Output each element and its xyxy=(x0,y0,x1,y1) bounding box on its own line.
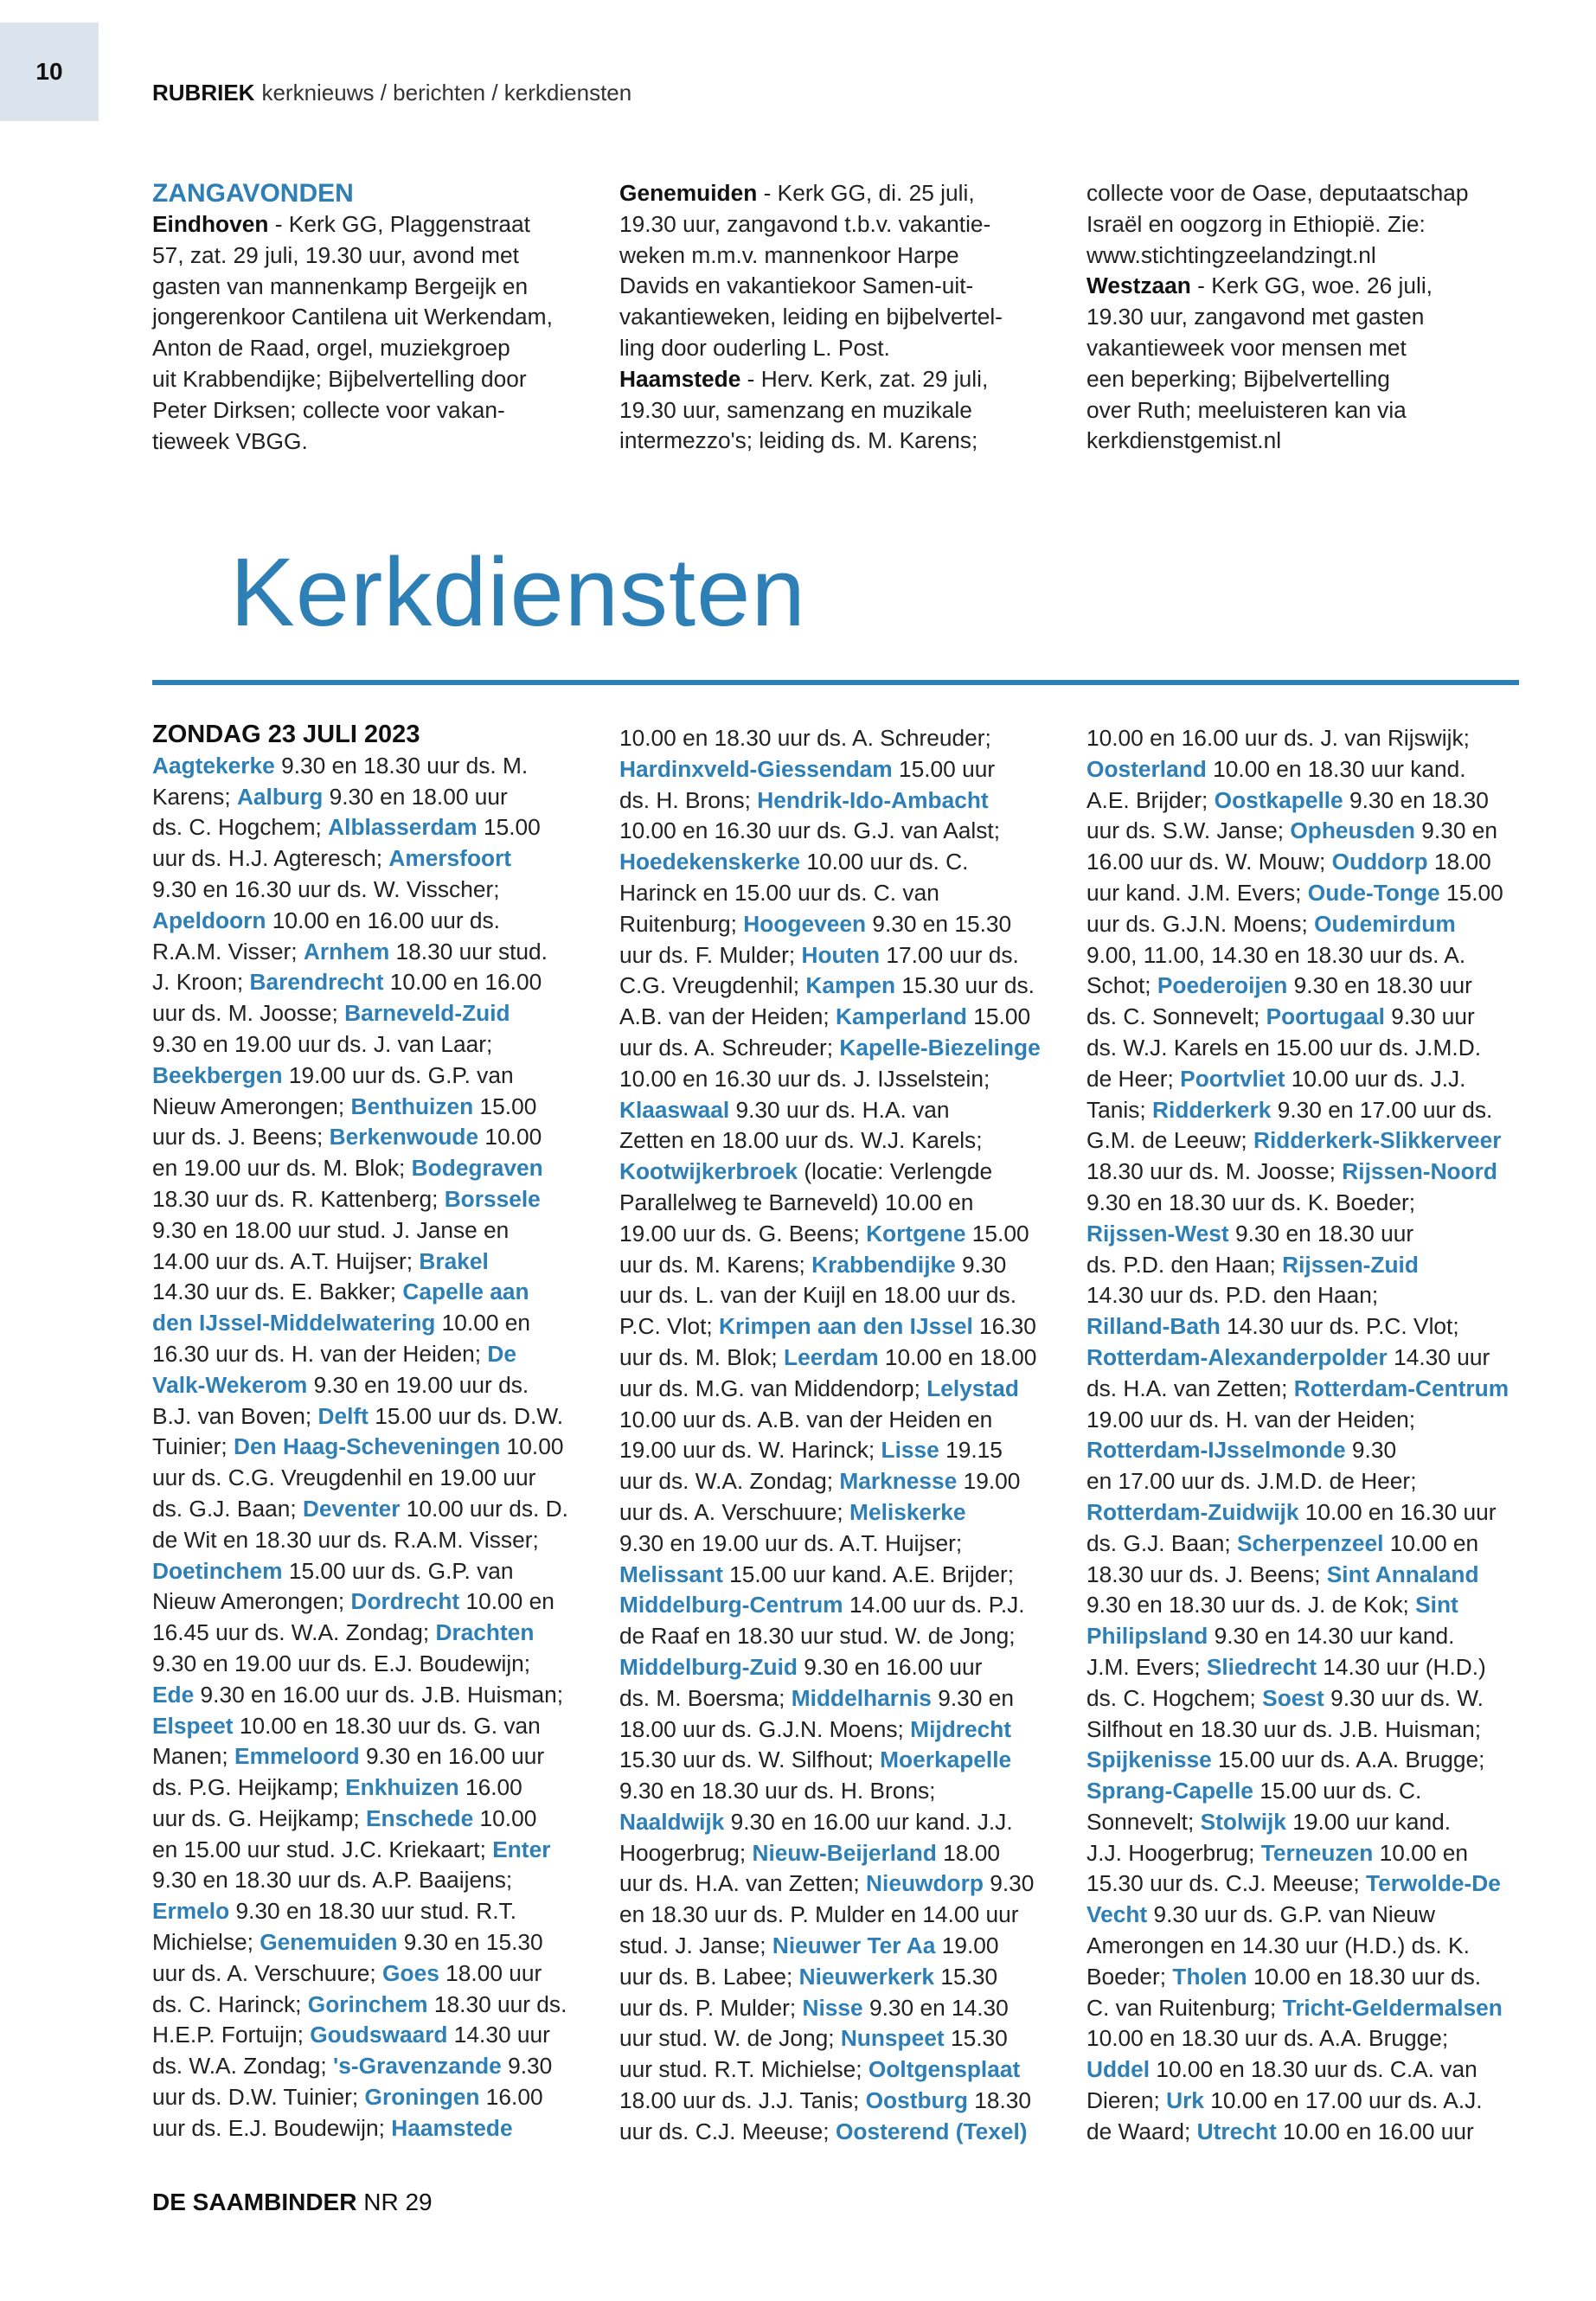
text-line: den IJssel-Middelwatering 10.00 en xyxy=(152,1310,530,1336)
text-line: en 17.00 uur ds. J.M.D. de Heer; xyxy=(1086,1468,1417,1495)
text-line: uur ds. M. Joosse; Barneveld-Zuid xyxy=(152,1000,510,1027)
text-line: uur ds. M. Karens; Krabbendijke 9.30 xyxy=(619,1251,1007,1278)
text-line: 19.30 uur, zangavond met gasten xyxy=(1086,304,1425,330)
text-line: A.E. Brijder; Oostkapelle 9.30 en 18.30 xyxy=(1086,786,1489,813)
text-line: Zetten en 18.00 uur ds. W.J. Karels; xyxy=(619,1127,983,1154)
text-line: 9.30 en 18.00 uur stud. J. Janse en xyxy=(152,1216,510,1243)
text-line: 9.00, 11.00, 14.30 en 18.30 uur ds. A. xyxy=(1086,941,1466,968)
footer-brand: DE SAAMBINDER xyxy=(152,2189,357,2215)
text-line: Parallelweg te Barneveld) 10.00 en xyxy=(619,1189,974,1215)
text-line: 19.30 uur, samenzang en muzikale xyxy=(619,396,972,423)
text-line: uur ds. A. Verschuure; Goes 18.00 uur xyxy=(152,1959,542,1986)
text-line: ds. W.J. Karels en 15.00 uur ds. J.M.D. xyxy=(1086,1034,1481,1061)
text-line: ds. G.J. Baan; Deventer 10.00 uur ds. D. xyxy=(152,1495,568,1522)
text-line: uit Krabbendijke; Bijbelvertelling door xyxy=(152,365,527,392)
text-line: uur ds. F. Mulder; Houten 17.00 uur ds. xyxy=(619,941,1019,968)
text-line: uur ds. D.W. Tuinier; Groningen 16.00 xyxy=(152,2084,543,2111)
text-line: Middelburg-Zuid 9.30 en 16.00 uur xyxy=(619,1653,983,1680)
text-line: kerkdienstgemist.nl xyxy=(1086,427,1282,454)
text-line: Elspeet 10.00 en 18.30 uur ds. G. van xyxy=(152,1712,541,1739)
zangavonden-text-1 xyxy=(152,209,553,457)
text-line: en 18.30 uur ds. P. Mulder en 14.00 uur xyxy=(619,1901,1019,1928)
text-line: collecte voor de Oase, deputaatschap xyxy=(1086,180,1469,206)
text-line: Uddel 10.00 en 18.30 uur ds. C.A. van xyxy=(1086,2056,1477,2083)
rubriek-text: kerknieuws / berichten / kerkdiensten xyxy=(261,80,632,106)
text-line: uur ds. C.J. Meeuse; Oosterend (Texel) xyxy=(619,2118,1028,2144)
text-line: Ermelo 9.30 en 18.30 uur stud. R.T. xyxy=(152,1898,517,1925)
text-line: Boeder; Tholen 10.00 en 18.30 uur ds. xyxy=(1086,1963,1482,1990)
text-line: uur ds. W.A. Zondag; Marknesse 19.00 xyxy=(619,1468,1021,1495)
text-line: 18.30 uur ds. R. Kattenberg; Borssele xyxy=(152,1185,541,1212)
text-line: Valk-Wekerom 9.30 en 19.00 uur ds. xyxy=(152,1371,529,1398)
text-line: 9.30 en 18.30 uur ds. K. Boeder; xyxy=(1086,1189,1416,1215)
text-line: Israël en oogzorg in Ethiopië. Zie: xyxy=(1086,210,1426,237)
text-line: 9.30 en 18.30 uur ds. A.P. Baaijens; xyxy=(152,1867,513,1894)
text-line: intermezzo's; leiding ds. M. Karens; xyxy=(619,427,978,454)
text-line: ds. M. Boersma; Middelharnis 9.30 en xyxy=(619,1684,1014,1711)
text-line: Rilland-Bath 14.30 uur ds. P.C. Vlot; xyxy=(1086,1313,1459,1340)
text-line: 9.30 en 18.30 uur ds. H. Brons; xyxy=(619,1778,936,1804)
rubriek-label: RUBRIEK xyxy=(152,80,255,106)
text-line: 15.30 uur ds. W. Silfhout; Moerkapelle xyxy=(619,1747,1012,1773)
text-line: Beekbergen 19.00 uur ds. G.P. van xyxy=(152,1061,514,1088)
text-line: 9.30 en 16.30 uur ds. W. Visscher; xyxy=(152,875,500,902)
text-line: Davids en vakantiekoor Samen-uit- xyxy=(619,272,974,299)
text-line: Philipsland 9.30 en 14.30 uur kand. xyxy=(1086,1623,1455,1650)
text-line: Sonnevelt; Stolwijk 19.00 uur kand. xyxy=(1086,1808,1451,1835)
text-line: uur ds. L. van der Kuijl en 18.00 uur ds. xyxy=(619,1282,1017,1309)
text-line: 19.00 uur ds. G. Beens; Kortgene 15.00 xyxy=(619,1220,1029,1247)
text-line: Rotterdam-Zuidwijk 10.00 en 16.30 uur xyxy=(1086,1498,1497,1525)
text-line: uur ds. A. Schreuder; Kapelle-Biezelinge xyxy=(619,1034,1041,1061)
text-line: G.M. de Leeuw; Ridderkerk-Slikkerveer xyxy=(1086,1127,1502,1154)
text-line: uur ds. G.J.N. Moens; Oudemirdum xyxy=(1086,910,1456,937)
text-line: 14.00 uur ds. A.T. Huijser; Brakel xyxy=(152,1247,489,1274)
text-line: ds. G.J. Baan; Scherpenzeel 10.00 en xyxy=(1086,1529,1479,1556)
text-line: ds. P.D. den Haan; Rijssen-Zuid xyxy=(1086,1251,1419,1278)
text-line: ds. P.G. Heijkamp; Enkhuizen 16.00 xyxy=(152,1774,522,1801)
text-line: ds. C. Sonnevelt; Poortugaal 9.30 uur xyxy=(1086,1003,1475,1030)
text-line: vakantieweek voor mensen met xyxy=(1086,334,1407,361)
text-line: 9.30 en 19.00 uur ds. J. van Laar; xyxy=(152,1030,493,1057)
text-line: uur ds. M.G. van Middendorp; Lelystad xyxy=(619,1375,1019,1401)
text-line: uur ds. H.A. van Zetten; Nieuwdorp 9.30 xyxy=(619,1870,1035,1897)
text-line: uur ds. B. Labee; Nieuwerkerk 15.30 xyxy=(619,1963,998,1990)
diensten-col3 xyxy=(1086,723,1509,2148)
rubriek-header xyxy=(152,80,631,106)
text-line: Peter Dirksen; collecte voor vakan- xyxy=(152,396,505,423)
text-line: een beperking; Bijbelvertelling xyxy=(1086,365,1390,392)
text-line: 10.00 en 16.30 uur ds. J. IJsselstein; xyxy=(619,1065,990,1092)
text-line: vakantieweken, leiding en bijbelvertel- xyxy=(619,304,1003,330)
text-line: uur kand. J.M. Evers; Oude-Tonge 15.00 xyxy=(1086,879,1503,906)
text-line: ds. C. Hogchem; Alblasserdam 15.00 xyxy=(152,814,541,841)
text-line: Nieuw Amerongen; Dordrecht 10.00 en xyxy=(152,1588,554,1615)
text-line: Klaaswaal 9.30 uur ds. H.A. van xyxy=(619,1096,950,1123)
text-line: Doetinchem 15.00 uur ds. G.P. van xyxy=(152,1557,514,1584)
text-line: www.stichtingzeelandzingt.nl xyxy=(1086,241,1376,268)
text-line: 9.30 en 19.00 uur ds. A.T. Huijser; xyxy=(619,1529,963,1556)
text-line: uur ds. H.J. Agteresch; Amersfoort xyxy=(152,845,512,872)
text-line: Ede 9.30 en 16.00 uur ds. J.B. Huisman; xyxy=(152,1681,564,1708)
text-line: uur ds. M. Blok; Leerdam 10.00 en 18.00 xyxy=(619,1343,1037,1370)
text-line: Rotterdam-IJsselmonde 9.30 xyxy=(1086,1437,1397,1464)
text-line: H.E.P. Fortuijn; Goudswaard 14.30 uur xyxy=(152,2022,550,2048)
page-number: 10 xyxy=(0,22,99,121)
text-line: uur ds. S.W. Janse; Opheusden 9.30 en xyxy=(1086,817,1498,844)
text-line: 19.00 uur ds. H. van der Heiden; xyxy=(1086,1406,1416,1433)
text-line: 16.45 uur ds. W.A. Zondag; Drachten xyxy=(152,1619,535,1646)
text-line: de Heer; Poortvliet 10.00 uur ds. J.J. xyxy=(1086,1065,1466,1092)
text-line: ds. C. Hogchem; Soest 9.30 uur ds. W. xyxy=(1086,1684,1484,1711)
text-line: Vecht 9.30 uur ds. G.P. van Nieuw xyxy=(1086,1901,1435,1928)
text-line: B.J. van Boven; Delft 15.00 uur ds. D.W. xyxy=(152,1402,564,1429)
text-line: P.C. Vlot; Krimpen aan den IJssel 16.30 xyxy=(619,1313,1036,1340)
text-line: Aagtekerke 9.30 en 18.30 uur ds. M. xyxy=(152,752,529,779)
diensten-col1 xyxy=(152,720,568,2144)
text-line: Dieren; Urk 10.00 en 17.00 uur ds. A.J. xyxy=(1086,2087,1483,2114)
text-line: Tanis; Ridderkerk 9.30 en 17.00 uur ds. xyxy=(1086,1096,1493,1123)
text-line: tieweek VBGG. xyxy=(152,427,308,454)
text-line: ds. H.A. van Zetten; Rotterdam-Centrum xyxy=(1086,1375,1509,1401)
text-line: 10.00 en 18.30 uur ds. A. Schreuder; xyxy=(619,725,991,751)
text-line: 14.30 uur ds. P.D. den Haan; xyxy=(1086,1282,1379,1309)
text-line: 10.00 en 16.30 uur ds. G.J. van Aalst; xyxy=(619,817,1001,844)
text-line: 10.00 en 18.30 uur ds. A.A. Brugge; xyxy=(1086,2025,1449,2052)
text-line: uur ds. C.G. Vreugdenhil en 19.00 uur xyxy=(152,1465,536,1491)
text-line: Karens; Aalburg 9.30 en 18.00 uur xyxy=(152,783,508,810)
text-line: C.G. Vreugdenhil; Kampen 15.30 uur ds. xyxy=(619,972,1035,999)
text-line: 9.30 en 19.00 uur ds. E.J. Boudewijn; xyxy=(152,1650,531,1676)
text-line: stud. J. Janse; Nieuwer Ter Aa 19.00 xyxy=(619,1932,999,1959)
zangavonden-col3 xyxy=(1086,178,1469,457)
text-line: ds. H. Brons; Hendrik-Ido-Ambacht xyxy=(619,786,989,813)
text-line: Haamstede - Herv. Kerk, zat. 29 juli, xyxy=(619,365,989,392)
text-line: 57, zat. 29 juli, 19.30 uur, avond met xyxy=(152,241,519,268)
text-line: Ruitenburg; Hoogeveen 9.30 en 15.30 xyxy=(619,910,1012,937)
text-line: 15.30 uur ds. C.J. Meeuse; Terwolde-De xyxy=(1086,1870,1501,1897)
footer xyxy=(152,2189,433,2216)
text-line: gasten van mannenkamp Bergeijk en xyxy=(152,272,529,299)
zangavonden-col1 xyxy=(152,178,553,457)
diensten-col2 xyxy=(619,723,1041,2148)
text-line: over Ruth; meeluisteren kan via xyxy=(1086,396,1407,423)
text-line: 9.30 en 18.30 uur ds. J. de Kok; Sint xyxy=(1086,1592,1458,1618)
zangavonden-heading: ZANGAVONDEN xyxy=(152,179,354,208)
text-line: 18.30 uur ds. J. Beens; Sint Annaland xyxy=(1086,1561,1479,1587)
text-line: ling door ouderling L. Post. xyxy=(619,334,890,361)
section-divider xyxy=(152,680,1519,685)
text-line: Eindhoven - Kerk GG, Plaggenstraat xyxy=(152,211,530,237)
text-line: 14.30 uur ds. E. Bakker; Capelle aan xyxy=(152,1279,529,1305)
text-line: J.M. Evers; Sliedrecht 14.30 uur (H.D.) xyxy=(1086,1653,1486,1680)
text-line: Kootwijkerbroek (locatie: Verlengde xyxy=(619,1158,993,1185)
text-line: 18.00 uur ds. G.J.N. Moens; Mijdrecht xyxy=(619,1715,1012,1742)
text-line: Westzaan - Kerk GG, woe. 26 juli, xyxy=(1086,272,1433,299)
text-line: Rotterdam-Alexanderpolder 14.30 uur xyxy=(1086,1343,1490,1370)
text-line: Silfhout en 18.30 uur ds. J.B. Huisman; xyxy=(1086,1715,1482,1742)
text-line: weken m.m.v. mannenkoor Harpe xyxy=(619,241,959,268)
text-line: de Waard; Utrecht 10.00 en 16.00 uur xyxy=(1086,2118,1474,2144)
text-line: R.A.M. Visser; Arnhem 18.30 uur stud. xyxy=(152,938,548,965)
text-line: uur stud. W. de Jong; Nunspeet 15.30 xyxy=(619,2025,1008,2052)
text-line: Rijssen-West 9.30 en 18.30 uur xyxy=(1086,1220,1414,1247)
text-line: Nieuw Amerongen; Benthuizen 15.00 xyxy=(152,1093,537,1119)
text-line: Middelburg-Centrum 14.00 uur ds. P.J. xyxy=(619,1592,1025,1618)
text-line: 19.00 uur ds. W. Harinck; Lisse 19.15 xyxy=(619,1437,1003,1464)
text-line: 10.00 uur ds. A.B. van der Heiden en xyxy=(619,1406,993,1433)
diensten-text-1 xyxy=(152,751,568,2144)
text-line: uur ds. G. Heijkamp; Enschede 10.00 xyxy=(152,1804,537,1831)
text-line: ds. C. Harinck; Gorinchem 18.30 uur ds. xyxy=(152,1990,567,2017)
text-line: Harinck en 15.00 uur ds. C. van xyxy=(619,879,939,906)
date-heading: ZONDAG 23 JULI 2023 xyxy=(152,721,420,748)
text-line: 19.30 uur, zangavond t.b.v. vakantie- xyxy=(619,210,991,237)
text-line: 16.30 uur ds. H. van der Heiden; De xyxy=(152,1340,517,1367)
text-line: uur stud. R.T. Michielse; Ooltgensplaat xyxy=(619,2056,1021,2083)
text-line: Tuinier; Den Haag-Scheveningen 10.00 xyxy=(152,1433,564,1460)
text-line: Melissant 15.00 uur kand. A.E. Brijder; xyxy=(619,1561,1015,1587)
text-line: en 15.00 uur stud. J.C. Kriekaart; Enter xyxy=(152,1836,551,1862)
text-line: Michielse; Genemuiden 9.30 en 15.30 xyxy=(152,1929,543,1956)
text-line: Oosterland 10.00 en 18.30 uur kand. xyxy=(1086,755,1466,782)
text-line: Spijkenisse 15.00 uur ds. A.A. Brugge; xyxy=(1086,1747,1485,1773)
text-line: Schot; Poederoijen 9.30 en 18.30 uur xyxy=(1086,972,1472,999)
kerkdiensten-title: Kerkdiensten xyxy=(230,538,806,646)
text-line: Hardinxveld-Giessendam 15.00 uur xyxy=(619,755,996,782)
text-line: Amerongen en 14.30 uur (H.D.) ds. K. xyxy=(1086,1932,1470,1959)
text-line: Naaldwijk 9.30 en 16.00 uur kand. J.J. xyxy=(619,1808,1013,1835)
text-line: ds. W.A. Zondag; 's-Gravenzande 9.30 xyxy=(152,2053,553,2080)
text-line: uur ds. E.J. Boudewijn; Haamstede xyxy=(152,2114,513,2141)
footer-issue: NR 29 xyxy=(363,2189,433,2215)
text-line: Genemuiden - Kerk GG, di. 25 juli, xyxy=(619,180,975,206)
zangavonden-col2 xyxy=(619,178,1003,457)
text-line: J.J. Hoogerbrug; Terneuzen 10.00 en xyxy=(1086,1839,1468,1866)
text-line: Anton de Raad, orgel, muziekgroep xyxy=(152,335,510,362)
text-line: de Raaf en 18.30 uur stud. W. de Jong; xyxy=(619,1623,1016,1650)
text-line: jongerenkoor Cantilena uit Werkendam, xyxy=(152,304,553,330)
text-line: Sprang-Capelle 15.00 uur ds. C. xyxy=(1086,1778,1422,1804)
text-line: 10.00 en 16.00 uur ds. J. van Rijswijk; xyxy=(1086,725,1470,751)
text-line: J. Kroon; Barendrecht 10.00 en 16.00 xyxy=(152,969,542,996)
text-line: A.B. van der Heiden; Kamperland 15.00 xyxy=(619,1003,1031,1030)
text-line: Manen; Emmeloord 9.30 en 16.00 uur xyxy=(152,1743,545,1770)
text-line: de Wit en 18.30 uur ds. R.A.M. Visser; xyxy=(152,1526,539,1553)
text-line: en 19.00 uur ds. M. Blok; Bodegraven xyxy=(152,1155,543,1182)
text-line: 18.00 uur ds. J.J. Tanis; Oostburg 18.30 xyxy=(619,2087,1032,2114)
text-line: Apeldoorn 10.00 en 16.00 uur ds. xyxy=(152,907,500,933)
text-line: uur ds. P. Mulder; Nisse 9.30 en 14.30 xyxy=(619,1994,1009,2021)
text-line: 16.00 uur ds. W. Mouw; Ouddorp 18.00 xyxy=(1086,849,1491,875)
text-line: Hoogerbrug; Nieuw-Beijerland 18.00 xyxy=(619,1839,1000,1866)
text-line: C. van Ruitenburg; Tricht-Geldermalsen xyxy=(1086,1994,1503,2021)
text-line: Hoedekenskerke 10.00 uur ds. C. xyxy=(619,849,969,875)
text-line: 18.30 uur ds. M. Joosse; Rijssen-Noord xyxy=(1086,1158,1497,1185)
text-line: uur ds. A. Verschuure; Meliskerke xyxy=(619,1498,966,1525)
text-line: uur ds. J. Beens; Berkenwoude 10.00 xyxy=(152,1124,542,1150)
